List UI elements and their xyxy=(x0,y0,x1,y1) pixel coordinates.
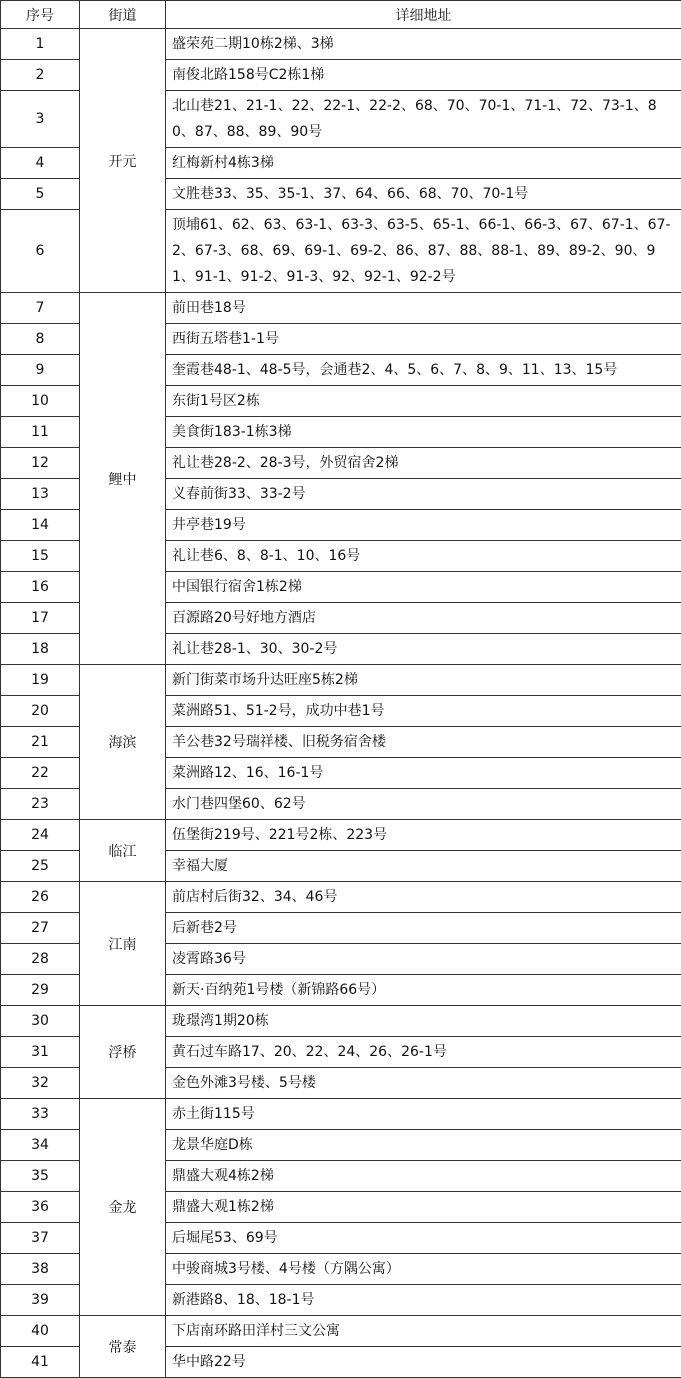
address-cell: 中国银行宿舍1栋2梯 xyxy=(166,572,681,603)
address-cell: 红梅新村4栋3梯 xyxy=(166,148,681,179)
header-address: 详细地址 xyxy=(166,1,681,29)
seq-cell: 19 xyxy=(1,665,80,696)
seq-cell: 41 xyxy=(1,1347,80,1378)
seq-cell: 7 xyxy=(1,293,80,324)
header-row xyxy=(1,1,681,29)
address-cell: 伍堡街219号、221号2栋、223号 xyxy=(166,820,681,851)
address-cell: 礼让巷28-1、30、30-2号 xyxy=(166,634,681,665)
address-cell: 菜洲路12、16、16-1号 xyxy=(166,758,681,789)
street-cell: 临江 xyxy=(80,820,166,882)
seq-cell: 24 xyxy=(1,820,80,851)
address-cell: 羊公巷32号瑞祥楼、旧税务宿舍楼 xyxy=(166,727,681,758)
address-cell: 百源路20号好地方酒店 xyxy=(166,603,681,634)
seq-cell: 27 xyxy=(1,913,80,944)
seq-cell: 22 xyxy=(1,758,80,789)
seq-cell: 29 xyxy=(1,975,80,1006)
address-cell: 文胜巷33、35、35-1、37、64、66、68、70、70-1号 xyxy=(166,179,681,210)
address-cell: 鼎盛大观4栋2梯 xyxy=(166,1161,681,1192)
address-cell: 菜洲路51、51-2号，成功中巷1号 xyxy=(166,696,681,727)
address-cell: 礼让巷6、8、8-1、10、16号 xyxy=(166,541,681,572)
seq-cell: 11 xyxy=(1,417,80,448)
table-row xyxy=(1,1316,681,1347)
address-cell: 金色外滩3号楼、5号楼 xyxy=(166,1068,681,1099)
seq-cell: 36 xyxy=(1,1192,80,1223)
address-cell: 美食街183-1栋3梯 xyxy=(166,417,681,448)
street-cell: 鲤中 xyxy=(80,293,166,665)
address-cell: 新天·百纳苑1号楼（新锦路66号） xyxy=(166,975,681,1006)
address-cell: 井亭巷19号 xyxy=(166,510,681,541)
seq-cell: 34 xyxy=(1,1130,80,1161)
address-cell: 礼让巷28-2、28-3号，外贸宿舍2梯 xyxy=(166,448,681,479)
seq-cell: 2 xyxy=(1,60,80,91)
seq-cell: 18 xyxy=(1,634,80,665)
address-cell: 凌霄路36号 xyxy=(166,944,681,975)
table-row xyxy=(1,820,681,851)
address-cell: 东街1号区2栋 xyxy=(166,386,681,417)
address-cell: 义春前街33、33-2号 xyxy=(166,479,681,510)
seq-cell: 26 xyxy=(1,882,80,913)
seq-cell: 38 xyxy=(1,1254,80,1285)
seq-cell: 30 xyxy=(1,1006,80,1037)
street-cell: 开元 xyxy=(80,29,166,293)
address-cell: 后新巷2号 xyxy=(166,913,681,944)
street-cell: 江南 xyxy=(80,882,166,1006)
address-cell: 前店村后街32、34、46号 xyxy=(166,882,681,913)
seq-cell: 35 xyxy=(1,1161,80,1192)
table-row xyxy=(1,882,681,913)
address-cell: 顶埔61、62、63、63-1、63-3、63-5、65-1、66-1、66-3、67、67-1、67-2、67-3、68、69、69-1、69-2、86、87、88、88-1、89、89-2、90、91、91-1、91-2、91-3、92、92-1、92-2号 xyxy=(166,210,681,293)
seq-cell: 9 xyxy=(1,355,80,386)
table-row xyxy=(1,29,681,60)
table-row xyxy=(1,1099,681,1130)
address-cell: 赤土街115号 xyxy=(166,1099,681,1130)
seq-cell: 12 xyxy=(1,448,80,479)
street-cell: 海滨 xyxy=(80,665,166,820)
address-cell: 新门街菜市场升达旺座5栋2梯 xyxy=(166,665,681,696)
address-cell: 珑璟湾1期20栋 xyxy=(166,1006,681,1037)
seq-cell: 10 xyxy=(1,386,80,417)
address-cell: 水门巷四堡60、62号 xyxy=(166,789,681,820)
address-cell: 中骏商城3号楼、4号楼（方隅公寓） xyxy=(166,1254,681,1285)
seq-cell: 32 xyxy=(1,1068,80,1099)
address-cell: 华中路22号 xyxy=(166,1347,681,1378)
address-cell: 后堀尾53、69号 xyxy=(166,1223,681,1254)
seq-cell: 20 xyxy=(1,696,80,727)
street-cell: 常泰 xyxy=(80,1316,166,1378)
seq-cell: 17 xyxy=(1,603,80,634)
address-cell: 黄石过车路17、20、22、24、26、26-1号 xyxy=(166,1037,681,1068)
address-cell: 下店南环路田洋村三文公寓 xyxy=(166,1316,681,1347)
table-row xyxy=(1,1006,681,1037)
seq-cell: 40 xyxy=(1,1316,80,1347)
header-seq: 序号 xyxy=(1,1,80,29)
seq-cell: 5 xyxy=(1,179,80,210)
seq-cell: 1 xyxy=(1,29,80,60)
header-street: 街道 xyxy=(80,1,166,29)
seq-cell: 16 xyxy=(1,572,80,603)
address-cell: 南俊北路158号C2栋1梯 xyxy=(166,60,681,91)
street-cell: 浮桥 xyxy=(80,1006,166,1099)
seq-cell: 23 xyxy=(1,789,80,820)
seq-cell: 6 xyxy=(1,210,80,293)
address-cell: 幸福大厦 xyxy=(166,851,681,882)
address-cell: 奎霞巷48-1、48-5号，会通巷2、4、5、6、7、8、9、11、13、15号 xyxy=(166,355,681,386)
seq-cell: 28 xyxy=(1,944,80,975)
address-cell: 鼎盛大观1栋2梯 xyxy=(166,1192,681,1223)
seq-cell: 25 xyxy=(1,851,80,882)
address-cell: 龙景华庭D栋 xyxy=(166,1130,681,1161)
address-cell: 北山巷21、21-1、22、22-1、22-2、68、70、70-1、71-1、72、73-1、80、87、88、89、90号 xyxy=(166,91,681,148)
table-body xyxy=(1,29,681,1378)
seq-cell: 33 xyxy=(1,1099,80,1130)
seq-cell: 39 xyxy=(1,1285,80,1316)
seq-cell: 21 xyxy=(1,727,80,758)
seq-cell: 14 xyxy=(1,510,80,541)
address-cell: 盛荣苑二期10栋2梯、3梯 xyxy=(166,29,681,60)
seq-cell: 13 xyxy=(1,479,80,510)
seq-cell: 3 xyxy=(1,91,80,148)
seq-cell: 31 xyxy=(1,1037,80,1068)
address-cell: 前田巷18号 xyxy=(166,293,681,324)
seq-cell: 37 xyxy=(1,1223,80,1254)
address-cell: 新港路8、18、18-1号 xyxy=(166,1285,681,1316)
address-cell: 西街五塔巷1-1号 xyxy=(166,324,681,355)
seq-cell: 15 xyxy=(1,541,80,572)
table-row xyxy=(1,665,681,696)
seq-cell: 8 xyxy=(1,324,80,355)
street-cell: 金龙 xyxy=(80,1099,166,1316)
seq-cell: 4 xyxy=(1,148,80,179)
table-row xyxy=(1,293,681,324)
